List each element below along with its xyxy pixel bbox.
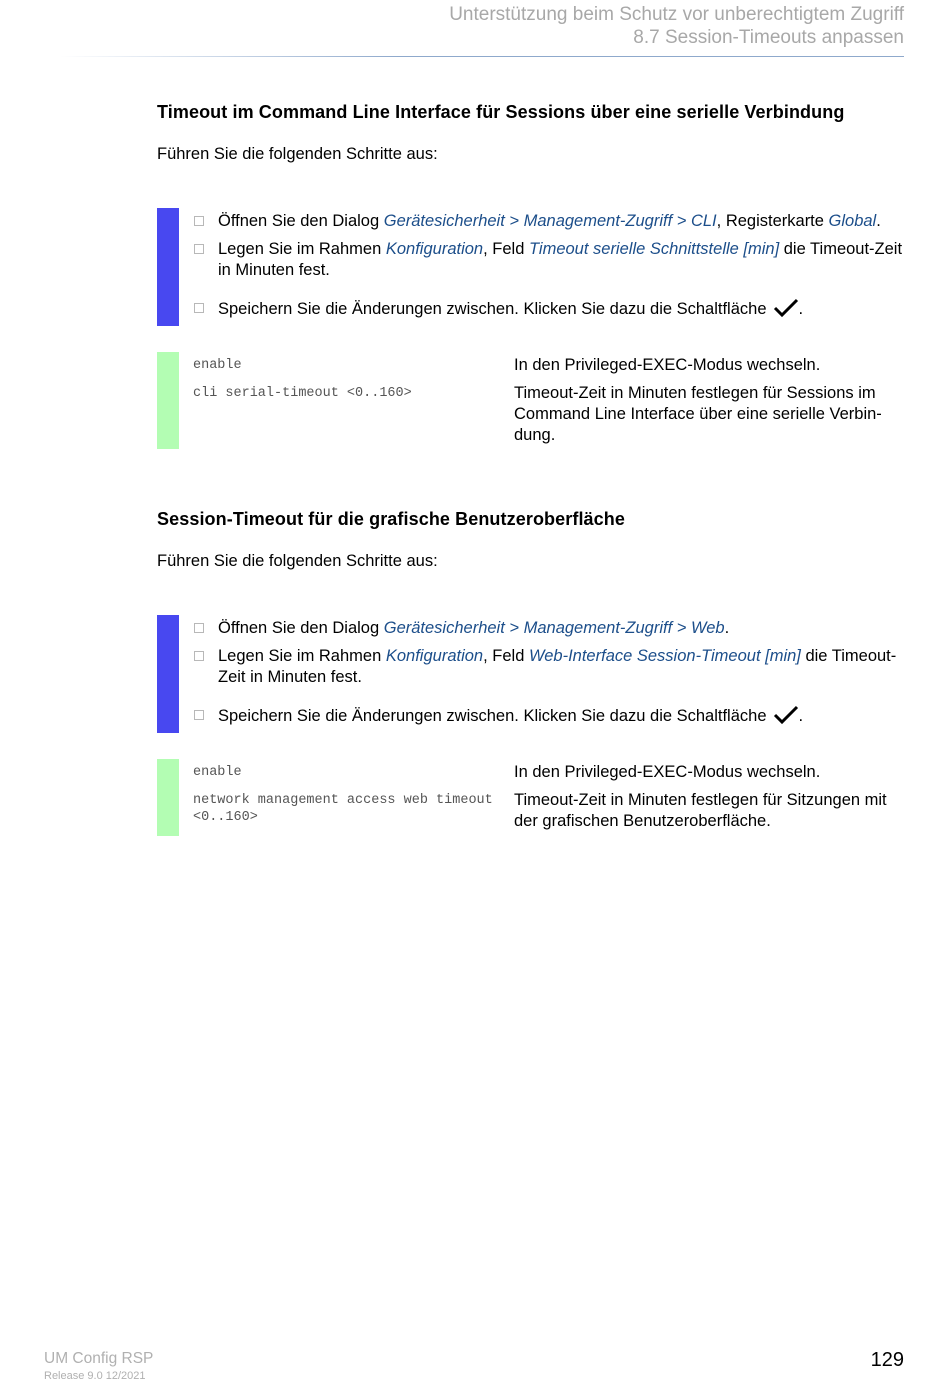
step-text: Öffnen Sie den Dialog Gerätesicherheit > Management-Zugriff > Web. [218,619,730,637]
frame-name-link[interactable]: Konfiguration [385,240,484,258]
cli-command: enable [193,765,242,780]
commands-marker-bar [157,759,179,836]
steps-marker-bar [157,208,179,326]
command-description: Timeout-Zeit in Minuten festlegen für Sessions im Command Line Interface über eine serielle Verbin-dung. [514,384,882,444]
step-text: Legen Sie im Rahmen Konfiguration, Feld Web-Interface Session-Timeout [min] die Timeout-Zeit in Minuten fest. [218,647,897,686]
command-description: In den Privileged-EXEC-Modus wechseln. [514,356,821,374]
tab-name-link[interactable]: Global [828,212,877,230]
command-description: Timeout-Zeit in Minuten festlegen für Sitzungen mit der grafischen Benutzeroberfläche. [514,791,887,830]
step-item [194,618,904,639]
dialog-path-link[interactable]: Gerätesicherheit > Management-Zugriff > Web [383,619,725,637]
dialog-path-link[interactable]: Gerätesicherheit > Management-Zugriff > CLI [383,212,717,230]
field-name-link[interactable]: Timeout serielle Schnittstelle [min] [528,240,780,258]
section-intro: Führen Sie die folgenden Schritte aus: [157,552,438,570]
header-chapter-title: Unterstützung beim Schutz vor unberechtigtem Zugriff [449,4,904,25]
cli-command: network management access web timeout <0..160> [193,793,493,825]
command-description: In den Privileged-EXEC-Modus wechseln. [514,763,821,781]
step-text: Legen Sie im Rahmen Konfiguration, Feld Timeout serielle Schnittstelle [min] die Timeout-Zeit in Minuten fest. [218,240,903,279]
section-heading-cli-timeout: Timeout im Command Line Interface für Sessions über eine serielle Verbindung [157,102,845,122]
step-item [194,298,904,324]
step-text: Speichern Sie die Änderungen zwischen. Klicken Sie dazu die Schaltfläche . [218,705,904,731]
header-section-title: 8.7 Session-Timeouts anpassen [633,27,904,48]
cli-command: cli serial-timeout <0..160> [193,386,412,401]
checkmark-icon [773,705,799,731]
step-checkbox[interactable] [194,710,204,720]
section-heading-web-timeout: Session-Timeout für die grafische Benutzeroberfläche [157,509,625,529]
header-divider [60,56,904,57]
step-checkbox[interactable] [194,216,204,226]
cli-command: enable [193,358,242,373]
commands-marker-bar [157,352,179,449]
step-checkbox[interactable] [194,623,204,633]
page-number: 129 [870,1349,904,1371]
step-item [194,239,904,281]
section-intro: Führen Sie die folgenden Schritte aus: [157,145,438,163]
footer-document-name: UM Config RSP [44,1350,154,1367]
step-checkbox[interactable] [194,244,204,254]
step-item [194,211,904,232]
step-text: Öffnen Sie den Dialog Gerätesicherheit > Management-Zugriff > CLI, Registerkarte Global. [218,212,881,230]
frame-name-link[interactable]: Konfiguration [385,647,484,665]
step-checkbox[interactable] [194,651,204,661]
footer-release: Release 9.0 12/2021 [44,1370,146,1382]
step-checkbox[interactable] [194,303,204,313]
step-item [194,705,904,731]
steps-marker-bar [157,615,179,733]
field-name-link[interactable]: Web-Interface Session-Timeout [min] [528,647,801,665]
step-text: Speichern Sie die Änderungen zwischen. Klicken Sie dazu die Schaltfläche . [218,298,904,324]
step-item [194,646,904,688]
checkmark-icon [773,298,799,324]
